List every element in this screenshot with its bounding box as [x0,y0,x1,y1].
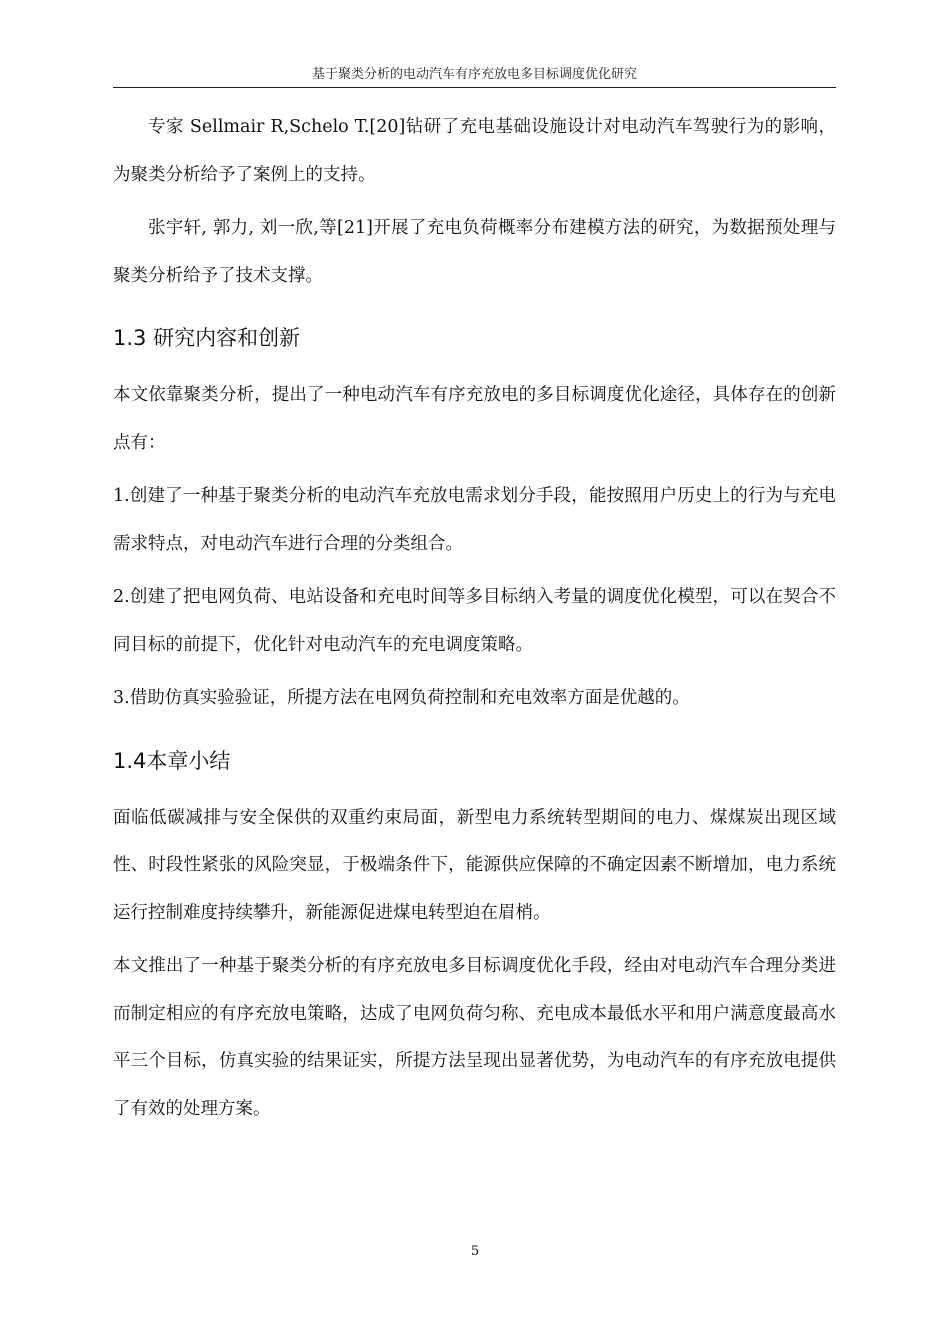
paragraph-zhang: 张宇轩, 郭力, 刘一欣,等[21]开展了充电负荷概率分布建模方法的研究，为数据预处理与聚类分析给予了技术支撑。 [113,218,836,286]
innovation-item-2: 2.创建了把电网负荷、电站设备和充电时间等多目标纳入考量的调度优化模型，可以在契合不同目标的前提下，优化针对电动汽车的充电调度策略。 [113,587,836,655]
summary-paragraph-2: 本文推出了一种基于聚类分析的有序充放电多目标调度优化手段，经由对电动汽车合理分类进而制定相应的有序充放电策略，达成了电网负荷匀称、充电成本最低水平和用户满意度最高水平三个目标，仿真实验的结果证实，所提方法呈现出显著优势，为电动汽车的有序充放电提供了有效的处理方案。 [113,956,836,1119]
section-heading-1-3: 1.3 研究内容和创新 [113,326,301,350]
section-heading-1-4: 1.4本章小结 [113,748,231,773]
running-header: 基于聚类分析的电动汽车有序充放电多目标调度优化研究 [113,62,836,88]
page-body [113,104,836,1133]
paragraph-sellmair: 专家 Sellmair R,Schelo T.[20]钻研了充电基础设施设计对电动汽车驾驶行为的影响，为聚类分析给予了案例上的支持。 [113,117,836,185]
page-number: 5 [470,1244,480,1259]
section-1-3-intro: 本文依靠聚类分析，提出了一种电动汽车有序充放电的多目标调度优化途径，具体存在的创新点有： [113,385,836,453]
summary-paragraph-1: 面临低碳减排与安全保供的双重约束局面，新型电力系统转型期间的电力、煤煤炭出现区域性、时段性紧张的风险突显，于极端条件下，能源供应保障的不确定因素不断增加，电力系统运行控制难度持续攀升，新能源促进煤电转型迫在眉梢。 [113,807,836,923]
innovation-item-1: 1.创建了一种基于聚类分析的电动汽车充放电需求划分手段，能按照用户历史上的行为与充电需求特点，对电动汽车进行合理的分类组合。 [113,486,836,554]
innovation-item-3: 3.借助仿真实验验证，所提方法在电网负荷控制和充电效率方面是优越的。 [113,688,690,708]
